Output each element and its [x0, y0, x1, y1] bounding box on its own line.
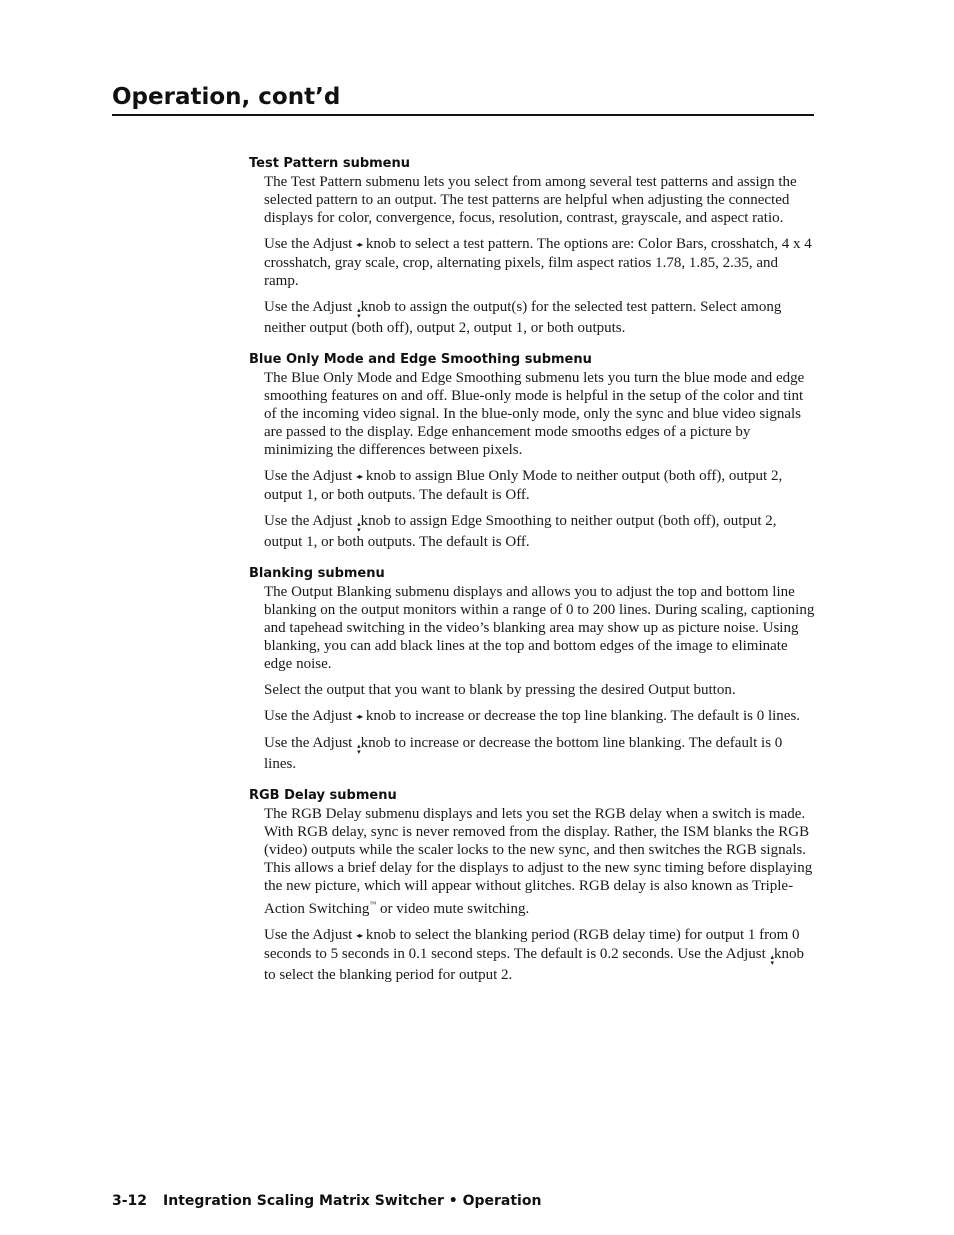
text: Use the Adjust: [264, 735, 353, 751]
adjust-vertical-icon: [357, 307, 360, 319]
footer-text: Integration Scaling Matrix Switcher • Operation: [163, 1193, 542, 1209]
text: knob to select the blanking period for output 2.: [264, 946, 805, 983]
paragraph: The Blue Only Mode and Edge Smoothing submenu lets you turn the blue mode and edge smoothing features on and off. Blue-only mode is helpful in the setup of the color and tint of the incoming video signal. In the blue-only mode, only the sync and blue video signals are passed to the display. Edge enhancement mode smooths edges of a picture by minimizing the differences between pixels.: [264, 370, 805, 458]
section-blue-only: [249, 351, 815, 551]
adjust-vertical-icon: [771, 954, 774, 966]
paragraph: [264, 707, 815, 726]
page-title: Operation, cont’d: [112, 82, 814, 116]
down-arrow-icon: ▾: [357, 312, 360, 320]
text: knob to assign Edge Smoothing to neither output (both off), output 2, output 1, or both outputs. The default is Off.: [264, 513, 777, 550]
text: knob to assign Blue Only Mode to neither output (both off), output 2, output 1, or both outputs. The default is Off.: [264, 468, 783, 503]
text: knob to select a test pattern. The options are: Color Bars, crosshatch, 4 x 4 crosshatch, gray scale, crop, alternating pixels, film aspect ratios 1.78, 1.85, 2.35, and ramp.: [264, 236, 812, 289]
up-arrow-icon: ▴: [770, 953, 774, 961]
adjust-horizontal-icon: ◂▸: [356, 931, 363, 940]
paragraph: [264, 467, 815, 504]
paragraph: [264, 805, 815, 918]
text: or video mute switching.: [376, 901, 530, 917]
paragraph: [264, 235, 815, 290]
paragraph: [264, 512, 815, 551]
adjust-horizontal-icon: ◂▸: [356, 240, 363, 249]
trademark-symbol: ™: [369, 900, 377, 908]
down-arrow-icon: ▾: [357, 748, 360, 756]
text: knob to assign the output(s) for the selected test pattern. Select among neither output (both off), output 2, output 1, or both outputs.: [264, 299, 782, 336]
down-arrow-icon: ▾: [357, 526, 360, 534]
text: Use the Adjust: [264, 513, 353, 529]
text: Use the Adjust: [264, 236, 353, 252]
adjust-vertical-icon: [357, 521, 360, 533]
text: knob to increase or decrease the bottom line blanking. The default is 0 lines.: [264, 735, 783, 772]
page-number: 3-12: [112, 1193, 148, 1209]
paragraph: Select the output that you want to blank by pressing the desired Output button.: [264, 682, 736, 698]
section-blanking: [249, 565, 815, 773]
paragraph: The Test Pattern submenu lets you select from among several test patterns and assign the selected pattern to an output. The test patterns are helpful when adjusting the connected displays for color, convergence, focus, resolution, contrast, grayscale, and aspect ratio.: [264, 174, 797, 226]
main-content: [249, 155, 815, 998]
up-arrow-icon: ▴: [357, 520, 360, 528]
text: knob to select the blanking period (RGB delay time) for output 1 from 0 seconds to 5 seconds in 0.1 second steps. The default is 0.2 seconds. Use the Adjust: [264, 927, 800, 962]
section-heading: Blanking submenu: [249, 566, 385, 581]
section-test-pattern: [249, 155, 815, 337]
section-heading: RGB Delay submenu: [249, 788, 397, 803]
text: knob to increase or decrease the top line blanking. The default is 0 lines.: [365, 708, 801, 724]
text: The RGB Delay submenu displays and lets you set the RGB delay when a switch is made. With RGB delay, sync is never removed from the display. Rather, the ISM blanks the RGB (video) outputs while the scaler locks to the new sync, and then switches the RGB signals. This allows a brief delay for the displays to adjust to the new sync timing before displaying the new picture, which will appear without glitches. RGB delay is also known as Triple-Action Switching: [264, 806, 813, 917]
paragraph: [264, 298, 815, 337]
up-arrow-icon: ▴: [357, 742, 360, 750]
text: Use the Adjust: [264, 927, 353, 943]
text: Use the Adjust: [264, 468, 353, 484]
up-arrow-icon: ▴: [357, 306, 360, 314]
adjust-horizontal-icon: ◂▸: [356, 472, 363, 481]
paragraph: [264, 734, 815, 773]
section-rgb-delay: [249, 787, 815, 984]
page-footer: [112, 1191, 541, 1211]
text: Use the Adjust: [264, 708, 353, 724]
paragraph: [264, 926, 815, 984]
paragraph: The Output Blanking submenu displays and allows you to adjust the top and bottom line blanking on the output monitors within a range of 0 to 200 lines. During scaling, captioning and tapehead switching in the video’s blanking area may show up as picture noise. Using blanking, you can add black lines at the top and bottom edges of the image to eliminate edge noise.: [264, 584, 815, 672]
adjust-vertical-icon: [357, 743, 360, 755]
section-heading: Blue Only Mode and Edge Smoothing submenu: [249, 352, 592, 367]
text: Use the Adjust: [264, 299, 353, 315]
adjust-horizontal-icon: ◂▸: [356, 712, 363, 721]
section-heading: Test Pattern submenu: [249, 156, 410, 171]
down-arrow-icon: ▾: [770, 959, 774, 967]
